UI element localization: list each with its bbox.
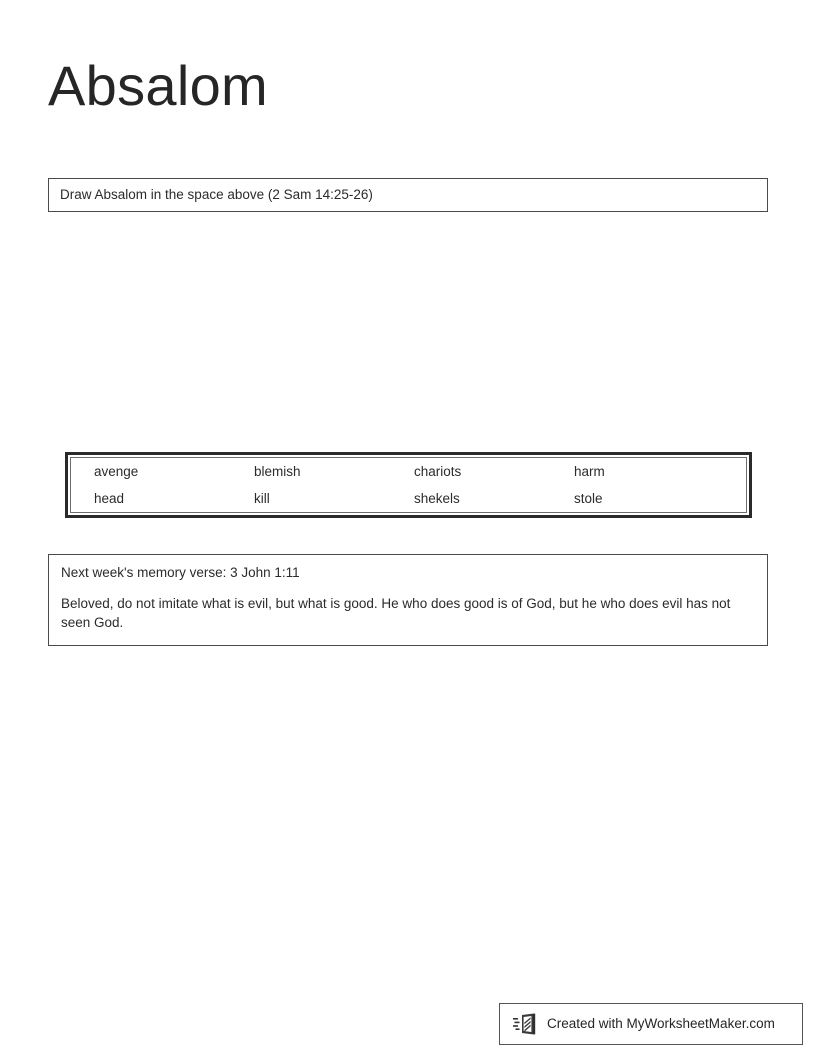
instruction-text: Draw Absalom in the space above (2 Sam 14:25-26) bbox=[60, 187, 373, 202]
word-bank-word[interactable]: kill bbox=[254, 490, 270, 506]
word-bank bbox=[65, 452, 752, 518]
word-bank-row bbox=[94, 485, 746, 512]
word-bank-word[interactable]: head bbox=[94, 490, 125, 506]
myworksheetmaker-logo-icon bbox=[513, 1013, 539, 1035]
page-title: Absalom bbox=[48, 54, 268, 117]
word-bank-word[interactable]: harm bbox=[574, 463, 605, 479]
word-bank-word[interactable]: shekels bbox=[414, 490, 460, 506]
word-bank-word[interactable]: blemish bbox=[254, 463, 301, 479]
footer-badge[interactable] bbox=[499, 1003, 803, 1045]
word-bank-word[interactable]: stole bbox=[574, 490, 603, 506]
memory-verse-box bbox=[48, 554, 768, 646]
word-bank-row bbox=[94, 458, 746, 485]
word-bank-inner-border bbox=[70, 457, 747, 513]
memory-verse-heading: Next week's memory verse: 3 John 1:11 bbox=[61, 565, 300, 580]
drawing-area[interactable] bbox=[48, 214, 768, 450]
memory-verse-text: Beloved, do not imitate what is evil, but what is good. He who does good is of God, but he who does evil has not seen God. bbox=[61, 596, 731, 630]
word-bank-word[interactable]: avenge bbox=[94, 463, 139, 479]
footer-text: Created with MyWorksheetMaker.com bbox=[547, 1016, 775, 1031]
word-bank-word[interactable]: chariots bbox=[414, 463, 462, 479]
instruction-box bbox=[48, 178, 768, 212]
word-bank-grid bbox=[71, 458, 746, 512]
